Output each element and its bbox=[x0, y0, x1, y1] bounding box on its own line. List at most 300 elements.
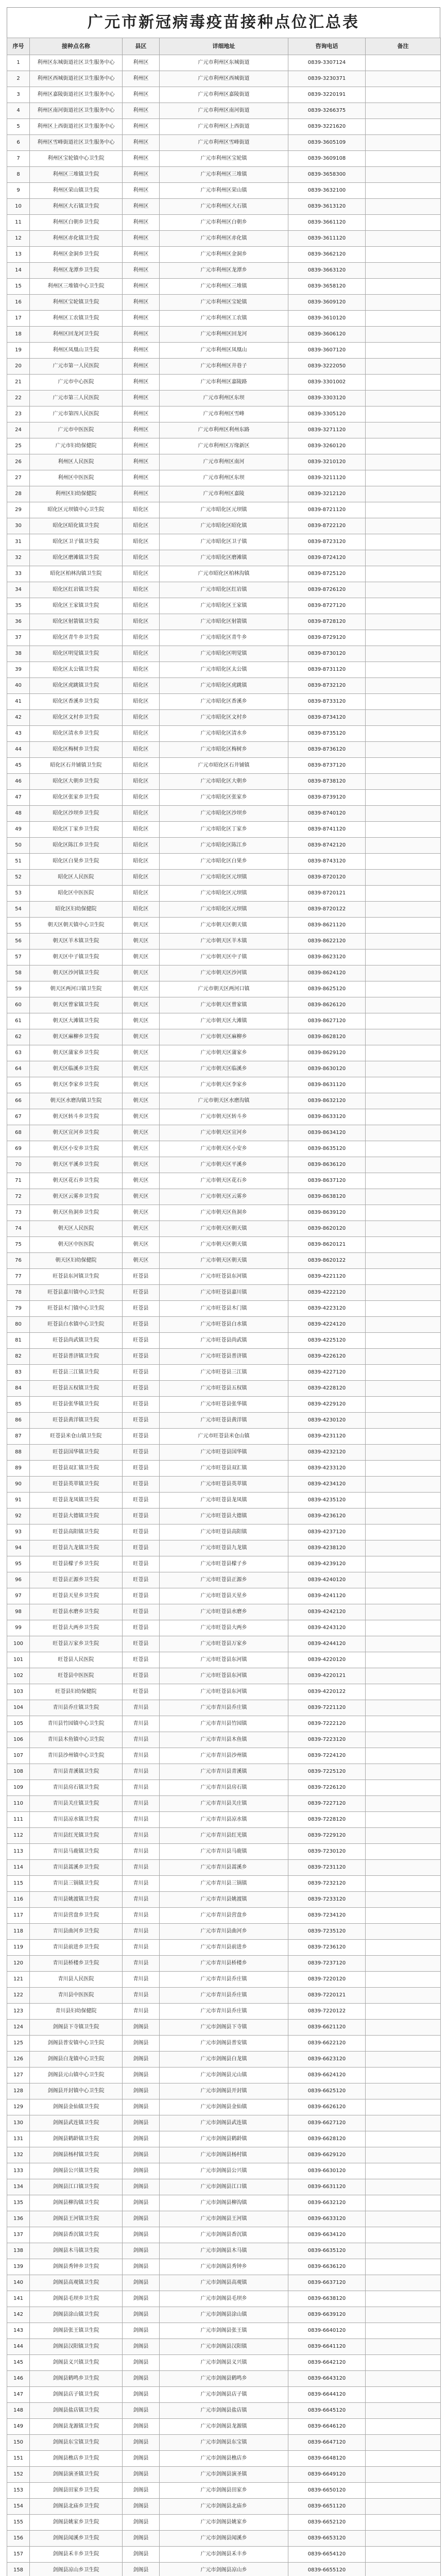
table-row bbox=[7, 630, 441, 646]
cell-note bbox=[366, 1061, 441, 1077]
cell-note bbox=[366, 822, 441, 838]
cell-district: 利州区 bbox=[123, 151, 160, 167]
cell-index: 135 bbox=[7, 2195, 30, 2211]
cell-address: 广元市昭化区太公镇 bbox=[160, 662, 288, 678]
cell-index: 79 bbox=[7, 1301, 30, 1317]
cell-index: 64 bbox=[7, 1061, 30, 1077]
cell-address: 广元市剑阁县王河镇 bbox=[160, 2211, 288, 2227]
cell-note bbox=[366, 2515, 441, 2531]
cell-address: 广元市昭化区大朝乡 bbox=[160, 774, 288, 790]
table-row bbox=[7, 87, 441, 103]
cell-district: 利州区 bbox=[123, 422, 160, 438]
cell-index: 6 bbox=[7, 135, 30, 151]
cell-site: 旺苍县黄洋镇卫生院 bbox=[30, 1413, 123, 1429]
cell-district: 旺苍县 bbox=[123, 1397, 160, 1413]
cell-phone: 0839-6630120 bbox=[288, 2163, 366, 2179]
cell-site: 朝天区大滩镇卫生院 bbox=[30, 1013, 123, 1029]
cell-index: 133 bbox=[7, 2163, 30, 2179]
cell-phone: 0839-8638120 bbox=[288, 1189, 366, 1205]
cell-phone: 0839-7234120 bbox=[288, 1908, 366, 1924]
cell-district: 剑阁县 bbox=[123, 2483, 160, 2499]
table-row bbox=[7, 550, 441, 566]
cell-district: 昭化区 bbox=[123, 790, 160, 806]
cell-district: 利州区 bbox=[123, 71, 160, 87]
cell-note bbox=[366, 2547, 441, 2563]
cell-site: 利州区赤化镇卫生院 bbox=[30, 231, 123, 247]
table-row bbox=[7, 1652, 441, 1668]
cell-site: 剑阁县盐店镇卫生院 bbox=[30, 2403, 123, 2419]
cell-note bbox=[366, 1477, 441, 1493]
table-row bbox=[7, 534, 441, 550]
cell-site: 利州区雪峰街道社区卫生服务中心 bbox=[30, 135, 123, 151]
cell-note bbox=[366, 598, 441, 614]
cell-phone: 0839-3307124 bbox=[288, 55, 366, 71]
cell-phone: 0839-8739120 bbox=[288, 790, 366, 806]
cell-phone: 0839-3610120 bbox=[288, 311, 366, 327]
cell-note bbox=[366, 2435, 441, 2451]
cell-address: 广元市青川县乔庄镇 bbox=[160, 1972, 288, 1988]
cell-index: 18 bbox=[7, 327, 30, 343]
cell-district: 剑阁县 bbox=[123, 2083, 160, 2099]
cell-phone: 0839-3632100 bbox=[288, 183, 366, 199]
table-row bbox=[7, 1013, 441, 1029]
cell-address: 广元市剑阁县杨村镇 bbox=[160, 2147, 288, 2163]
cell-index: 57 bbox=[7, 950, 30, 965]
cell-address: 广元市朝天区临溪乡 bbox=[160, 1061, 288, 1077]
cell-phone: 0839-7224120 bbox=[288, 1748, 366, 1764]
cell-phone: 0839-3210120 bbox=[288, 454, 366, 470]
cell-index: 76 bbox=[7, 1253, 30, 1269]
cell-phone: 0839-8621120 bbox=[288, 918, 366, 934]
cell-district: 旺苍县 bbox=[123, 1333, 160, 1349]
cell-address: 广元市青川县红光镇 bbox=[160, 1828, 288, 1844]
table-row bbox=[7, 1780, 441, 1796]
table-row bbox=[7, 502, 441, 518]
table-row bbox=[7, 1668, 441, 1684]
cell-note bbox=[366, 630, 441, 646]
cell-address: 广元市朝天区沙河镇 bbox=[160, 965, 288, 981]
table-row bbox=[7, 135, 441, 151]
cell-note bbox=[366, 1237, 441, 1253]
cell-phone: 0839-8735120 bbox=[288, 726, 366, 742]
cell-site: 朝天区转斗乡卫生院 bbox=[30, 1109, 123, 1125]
cell-phone: 0839-8723120 bbox=[288, 534, 366, 550]
cell-index: 83 bbox=[7, 1365, 30, 1381]
cell-district: 利州区 bbox=[123, 438, 160, 454]
cell-phone: 0839-7232120 bbox=[288, 1876, 366, 1892]
cell-site: 剑阁县木马镇卫生院 bbox=[30, 2243, 123, 2259]
cell-phone: 0839-8740120 bbox=[288, 806, 366, 822]
table-row bbox=[7, 694, 441, 710]
cell-district: 旺苍县 bbox=[123, 1620, 160, 1636]
cell-site: 利州区人民医院 bbox=[30, 454, 123, 470]
cell-index: 28 bbox=[7, 486, 30, 502]
cell-index: 59 bbox=[7, 981, 30, 997]
cell-phone: 0839-7230120 bbox=[288, 1844, 366, 1860]
cell-phone: 0839-3266375 bbox=[288, 103, 366, 119]
cell-address: 广元市剑阁县鹤鸣乡 bbox=[160, 2371, 288, 2387]
cell-site: 青川县三锅镇卫生院 bbox=[30, 1876, 123, 1892]
cell-index: 118 bbox=[7, 1924, 30, 1940]
cell-district: 朝天区 bbox=[123, 918, 160, 934]
cell-address: 广元市昭化区元坝镇 bbox=[160, 886, 288, 902]
cell-site: 朝天区中子镇卫生院 bbox=[30, 950, 123, 965]
table-row bbox=[7, 934, 441, 950]
cell-note bbox=[366, 1429, 441, 1445]
cell-site: 昭化区青牛乡卫生院 bbox=[30, 630, 123, 646]
cell-phone: 0839-8738120 bbox=[288, 774, 366, 790]
table-row bbox=[7, 2467, 441, 2483]
cell-address: 广元市利州区金洞乡 bbox=[160, 247, 288, 263]
cell-address: 广元市旺苍县大德镇 bbox=[160, 1509, 288, 1524]
cell-site: 青川县木鱼镇中心卫生院 bbox=[30, 1732, 123, 1748]
cell-note bbox=[366, 231, 441, 247]
cell-address: 广元市剑阁县涂山镇 bbox=[160, 2307, 288, 2323]
column-header-site: 接种点名称 bbox=[30, 38, 123, 55]
cell-district: 剑阁县 bbox=[123, 2419, 160, 2435]
cell-address: 广元市旺苍县水磨乡 bbox=[160, 1604, 288, 1620]
cell-site: 利州区东城街道社区卫生服务中心 bbox=[30, 55, 123, 71]
cell-address: 广元市旺苍县国华镇 bbox=[160, 1445, 288, 1461]
cell-address: 广元市利州区西城街道 bbox=[160, 71, 288, 87]
cell-phone: 0839-3221620 bbox=[288, 119, 366, 135]
table-row bbox=[7, 886, 441, 902]
cell-index: 72 bbox=[7, 1189, 30, 1205]
cell-address: 广元市朝天区朝天镇 bbox=[160, 918, 288, 934]
cell-index: 137 bbox=[7, 2227, 30, 2243]
cell-note bbox=[366, 2339, 441, 2355]
cell-index: 88 bbox=[7, 1445, 30, 1461]
cell-site: 旺苍县水磨乡卫生院 bbox=[30, 1604, 123, 1620]
cell-site: 朝天区李家乡卫生院 bbox=[30, 1077, 123, 1093]
table-row bbox=[7, 822, 441, 838]
cell-address: 广元市旺苍县白水镇 bbox=[160, 1317, 288, 1333]
cell-note bbox=[366, 1141, 441, 1157]
cell-phone: 0839-4221120 bbox=[288, 1269, 366, 1285]
cell-note bbox=[366, 2371, 441, 2387]
cell-district: 昭化区 bbox=[123, 742, 160, 758]
cell-address: 广元市利州区南河街道 bbox=[160, 103, 288, 119]
cell-index: 82 bbox=[7, 1349, 30, 1365]
cell-site: 昭化区沙坝乡卫生院 bbox=[30, 806, 123, 822]
table-row bbox=[7, 1317, 441, 1333]
cell-district: 旺苍县 bbox=[123, 1429, 160, 1445]
table-row bbox=[7, 1940, 441, 1956]
table-row bbox=[7, 1732, 441, 1748]
cell-site: 剑阁县开封镇中心卫生院 bbox=[30, 2083, 123, 2099]
cell-site: 朝天区两河口镇卫生院 bbox=[30, 981, 123, 997]
cell-index: 53 bbox=[7, 886, 30, 902]
cell-address: 广元市青川县竹园镇 bbox=[160, 1716, 288, 1732]
cell-address: 广元市利州区嘉陵 bbox=[160, 486, 288, 502]
table-row bbox=[7, 614, 441, 630]
cell-phone: 0839-8631120 bbox=[288, 1077, 366, 1093]
cell-address: 广元市青川县马鹿镇 bbox=[160, 1844, 288, 1860]
cell-district: 青川县 bbox=[123, 1988, 160, 2004]
table-row bbox=[7, 2419, 441, 2435]
cell-site: 旺苍县米仓山镇卫生院 bbox=[30, 1429, 123, 1445]
cell-phone: 0839-4242120 bbox=[288, 1604, 366, 1620]
table-row bbox=[7, 1556, 441, 1572]
cell-address: 广元市朝天区朝天镇 bbox=[160, 1237, 288, 1253]
cell-phone: 0839-8726120 bbox=[288, 582, 366, 598]
cell-address: 广元市利州区嘉陵街道 bbox=[160, 87, 288, 103]
cell-district: 朝天区 bbox=[123, 1077, 160, 1093]
cell-phone: 0839-4223120 bbox=[288, 1301, 366, 1317]
cell-note bbox=[366, 1333, 441, 1349]
cell-address: 广元市青川县三锅镇 bbox=[160, 1876, 288, 1892]
cell-address: 广元市朝天区平溪乡 bbox=[160, 1157, 288, 1173]
cell-phone: 0839-4236120 bbox=[288, 1509, 366, 1524]
cell-index: 148 bbox=[7, 2403, 30, 2419]
cell-address: 广元市青川县沙州镇 bbox=[160, 1748, 288, 1764]
cell-address: 广元市朝天区转斗乡 bbox=[160, 1109, 288, 1125]
cell-address: 广元市利州区东坝 bbox=[160, 470, 288, 486]
cell-district: 朝天区 bbox=[123, 1205, 160, 1221]
cell-address: 广元市剑阁县禾丰乡 bbox=[160, 2547, 288, 2563]
cell-note bbox=[366, 1732, 441, 1748]
cell-phone: 0839-7237120 bbox=[288, 1956, 366, 1972]
cell-address: 广元市剑阁县金仙镇 bbox=[160, 2099, 288, 2115]
cell-address: 广元市青川县乔庄镇 bbox=[160, 1700, 288, 1716]
cell-site: 青川县桥楼乡卫生院 bbox=[30, 1956, 123, 1972]
cell-district: 利州区 bbox=[123, 167, 160, 183]
cell-district: 朝天区 bbox=[123, 1173, 160, 1189]
cell-phone: 0839-8624120 bbox=[288, 965, 366, 981]
table-row bbox=[7, 2163, 441, 2179]
cell-district: 利州区 bbox=[123, 279, 160, 295]
cell-district: 旺苍县 bbox=[123, 1668, 160, 1684]
cell-address: 广元市剑阁县田家乡 bbox=[160, 2483, 288, 2499]
cell-phone: 0839-6628120 bbox=[288, 2131, 366, 2147]
cell-note bbox=[366, 343, 441, 359]
cell-phone: 0839-6637120 bbox=[288, 2275, 366, 2291]
cell-address: 广元市利州区白朝乡 bbox=[160, 215, 288, 231]
cell-index: 124 bbox=[7, 2020, 30, 2036]
cell-phone: 0839-3607120 bbox=[288, 343, 366, 359]
cell-index: 30 bbox=[7, 518, 30, 534]
cell-district: 旺苍县 bbox=[123, 1588, 160, 1604]
cell-address: 广元市旺苍县张华镇 bbox=[160, 1397, 288, 1413]
cell-note bbox=[366, 1524, 441, 1540]
cell-index: 74 bbox=[7, 1221, 30, 1237]
table-row bbox=[7, 1413, 441, 1429]
cell-index: 24 bbox=[7, 422, 30, 438]
cell-note bbox=[366, 550, 441, 566]
cell-index: 35 bbox=[7, 598, 30, 614]
cell-phone: 0839-4227120 bbox=[288, 1365, 366, 1381]
cell-district: 旺苍县 bbox=[123, 1493, 160, 1509]
cell-site: 昭化区虎跳镇卫生院 bbox=[30, 678, 123, 694]
cell-district: 旺苍县 bbox=[123, 1285, 160, 1301]
cell-note bbox=[366, 2036, 441, 2052]
cell-district: 剑阁县 bbox=[123, 2339, 160, 2355]
cell-address: 广元市昭化区梅树乡 bbox=[160, 742, 288, 758]
cell-index: 111 bbox=[7, 1812, 30, 1828]
cell-index: 31 bbox=[7, 534, 30, 550]
cell-district: 利州区 bbox=[123, 263, 160, 279]
cell-phone: 0839-8728120 bbox=[288, 614, 366, 630]
cell-site: 昭化区昭化镇卫生院 bbox=[30, 518, 123, 534]
cell-district: 昭化区 bbox=[123, 566, 160, 582]
cell-index: 142 bbox=[7, 2307, 30, 2323]
cell-index: 66 bbox=[7, 1093, 30, 1109]
cell-phone: 0839-8737120 bbox=[288, 758, 366, 774]
cell-phone: 0839-4233120 bbox=[288, 1461, 366, 1477]
cell-index: 106 bbox=[7, 1732, 30, 1748]
table-row bbox=[7, 1477, 441, 1493]
cell-site: 昭化区人民医院 bbox=[30, 870, 123, 886]
cell-district: 剑阁县 bbox=[123, 2099, 160, 2115]
cell-phone: 0839-4226120 bbox=[288, 1349, 366, 1365]
table-row bbox=[7, 1716, 441, 1732]
cell-district: 旺苍县 bbox=[123, 1317, 160, 1333]
cell-site: 朝天区妇幼保健院 bbox=[30, 1253, 123, 1269]
cell-address: 广元市旺苍县天星乡 bbox=[160, 1588, 288, 1604]
cell-note bbox=[366, 646, 441, 662]
cell-note bbox=[366, 2291, 441, 2307]
cell-phone: 0839-8639120 bbox=[288, 1205, 366, 1221]
cell-site: 剑阁县汉阳镇卫生院 bbox=[30, 2339, 123, 2355]
cell-note bbox=[366, 167, 441, 183]
cell-site: 利州区三堆镇中心卫生院 bbox=[30, 279, 123, 295]
cell-index: 90 bbox=[7, 1477, 30, 1493]
cell-index: 156 bbox=[7, 2531, 30, 2547]
cell-district: 利州区 bbox=[123, 406, 160, 422]
table-row bbox=[7, 2435, 441, 2451]
cell-site: 青川县姚渡镇卫生院 bbox=[30, 1892, 123, 1908]
cell-note bbox=[366, 2419, 441, 2435]
cell-district: 昭化区 bbox=[123, 598, 160, 614]
cell-district: 青川县 bbox=[123, 1876, 160, 1892]
table-row bbox=[7, 854, 441, 870]
table-row bbox=[7, 2020, 441, 2036]
cell-site: 利州区荣山镇卫生院 bbox=[30, 183, 123, 199]
cell-note bbox=[366, 2020, 441, 2036]
cell-district: 剑阁县 bbox=[123, 2275, 160, 2291]
cell-district: 旺苍县 bbox=[123, 1381, 160, 1397]
cell-site: 利州区嘉陵街道社区卫生服务中心 bbox=[30, 87, 123, 103]
cell-note bbox=[366, 263, 441, 279]
cell-site: 朝天区临溪乡卫生院 bbox=[30, 1061, 123, 1077]
cell-index: 42 bbox=[7, 710, 30, 726]
cell-site: 昭化区石井铺镇卫生院 bbox=[30, 758, 123, 774]
cell-address: 广元市剑阁县木马镇 bbox=[160, 2243, 288, 2259]
cell-district: 利州区 bbox=[123, 486, 160, 502]
cell-index: 103 bbox=[7, 1684, 30, 1700]
table-row bbox=[7, 2243, 441, 2259]
cell-phone: 0839-8628120 bbox=[288, 1029, 366, 1045]
cell-address: 广元市朝天区中子镇 bbox=[160, 950, 288, 965]
cell-phone: 0839-3222050 bbox=[288, 359, 366, 375]
cell-index: 70 bbox=[7, 1157, 30, 1173]
cell-phone: 0839-8729120 bbox=[288, 630, 366, 646]
cell-index: 136 bbox=[7, 2211, 30, 2227]
cell-index: 69 bbox=[7, 1141, 30, 1157]
cell-note bbox=[366, 1077, 441, 1093]
cell-address: 广元市朝天区李家乡 bbox=[160, 1077, 288, 1093]
cell-note bbox=[366, 1764, 441, 1780]
table-row bbox=[7, 1397, 441, 1413]
cell-phone: 0839-8633120 bbox=[288, 1109, 366, 1125]
table-row bbox=[7, 167, 441, 183]
cell-note bbox=[366, 1956, 441, 1972]
cell-site: 昭化区柏林沟镇卫生院 bbox=[30, 566, 123, 582]
cell-phone: 0839-8635120 bbox=[288, 1141, 366, 1157]
cell-site: 旺苍县白水镇中心卫生院 bbox=[30, 1317, 123, 1333]
cell-index: 146 bbox=[7, 2371, 30, 2387]
cell-address: 广元市利州区上西街道 bbox=[160, 119, 288, 135]
cell-site: 旺苍县英萃镇卫生院 bbox=[30, 1477, 123, 1493]
table-row bbox=[7, 1908, 441, 1924]
cell-phone: 0839-7233120 bbox=[288, 1892, 366, 1908]
cell-address: 广元市剑阁县秀钟乡 bbox=[160, 2259, 288, 2275]
cell-site: 剑阁县东宝镇卫生院 bbox=[30, 2435, 123, 2451]
column-header-district: 县区 bbox=[123, 38, 160, 55]
cell-district: 昭化区 bbox=[123, 630, 160, 646]
table-row bbox=[7, 1461, 441, 1477]
cell-index: 109 bbox=[7, 1780, 30, 1796]
cell-site: 利州区上西街道社区卫生服务中心 bbox=[30, 119, 123, 135]
cell-note bbox=[366, 1157, 441, 1173]
cell-site: 剑阁县元山镇中心卫生院 bbox=[30, 2067, 123, 2083]
cell-phone: 0839-8625120 bbox=[288, 981, 366, 997]
cell-phone: 0839-8720121 bbox=[288, 886, 366, 902]
cell-address: 广元市昭化区香溪乡 bbox=[160, 694, 288, 710]
cell-note bbox=[366, 1924, 441, 1940]
cell-address: 广元市昭化区石井铺镇 bbox=[160, 758, 288, 774]
cell-district: 朝天区 bbox=[123, 981, 160, 997]
cell-note bbox=[366, 87, 441, 103]
cell-index: 11 bbox=[7, 215, 30, 231]
cell-index: 126 bbox=[7, 2052, 30, 2067]
cell-address: 广元市朝天区大滩镇 bbox=[160, 1013, 288, 1029]
cell-note bbox=[366, 2451, 441, 2467]
cell-index: 9 bbox=[7, 183, 30, 199]
cell-address: 广元市利州区荣山镇 bbox=[160, 183, 288, 199]
cell-district: 旺苍县 bbox=[123, 1445, 160, 1461]
cell-district: 昭化区 bbox=[123, 854, 160, 870]
cell-site: 朝天区水磨沟镇卫生院 bbox=[30, 1093, 123, 1109]
cell-address: 广元市旺苍县黄洋镇 bbox=[160, 1413, 288, 1429]
cell-site: 昭化区红岩镇卫生院 bbox=[30, 582, 123, 598]
cell-phone: 0839-8626120 bbox=[288, 997, 366, 1013]
cell-address: 广元市剑阁县演圣镇 bbox=[160, 2467, 288, 2483]
cell-address: 广元市旺苍县双汇镇 bbox=[160, 1461, 288, 1477]
cell-index: 89 bbox=[7, 1461, 30, 1477]
cell-address: 广元市旺苍县檬子乡 bbox=[160, 1556, 288, 1572]
table-row bbox=[7, 2195, 441, 2211]
cell-address: 广元市青川县乔庄镇 bbox=[160, 1988, 288, 2004]
table-row bbox=[7, 359, 441, 375]
cell-phone: 0839-3303120 bbox=[288, 391, 366, 406]
cell-site: 朝天区鱼洞乡卫生院 bbox=[30, 1205, 123, 1221]
cell-note bbox=[366, 327, 441, 343]
table-row bbox=[7, 997, 441, 1013]
cell-site: 利州区大石镇卫生院 bbox=[30, 199, 123, 215]
cell-phone: 0839-4220122 bbox=[288, 1684, 366, 1700]
cell-note bbox=[366, 1988, 441, 2004]
cell-index: 55 bbox=[7, 918, 30, 934]
cell-district: 剑阁县 bbox=[123, 2403, 160, 2419]
cell-district: 利州区 bbox=[123, 135, 160, 151]
cell-index: 16 bbox=[7, 295, 30, 311]
table-row bbox=[7, 742, 441, 758]
cell-index: 101 bbox=[7, 1652, 30, 1668]
cell-index: 152 bbox=[7, 2467, 30, 2483]
cell-district: 朝天区 bbox=[123, 997, 160, 1013]
cell-note bbox=[366, 2531, 441, 2547]
